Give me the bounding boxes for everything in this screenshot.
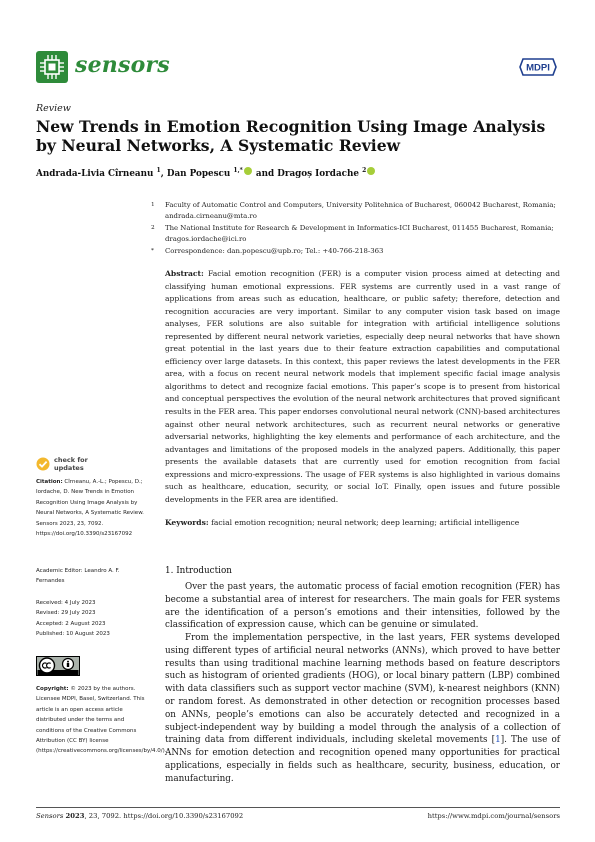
author-name[interactable]: Dan Popescu [166, 169, 231, 179]
keywords-text: facial emotion recognition; neural network; deep learning; artificial intelligence [211, 518, 520, 527]
affiliation-ref: 2 [362, 167, 367, 175]
correspondence: * Correspondence: dan.popescu@upb.ro; Tel.: +40-766-218-363 [151, 247, 384, 255]
abstract-label: Abstract: [165, 269, 204, 278]
citation-link[interactable]: 1 [495, 735, 501, 746]
footer-divider [36, 807, 560, 808]
paragraph: Over the past years, the automatic process of facial emotion recognition (FER) has become a substantial area of interest for researchers. The main goals for FER systems are the identification of a person’s emotions and their intensities, followed by the classification of expression cause, which can be genuine or simulated. [165, 582, 560, 631]
abstract [165, 268, 560, 506]
cc-by-license-icon[interactable] [36, 656, 80, 676]
abstract-text: Facial emotion recognition (FER) is a computer vision process aimed at detecting and classifying human emotional expressions. FER systems are currently used in a vast range of applications from areas such as education, healthcare, or public safety; therefore, detection and recognition accuracies are very important. Similar to any computer vision task based on image analyses, FER solutions are also suitable for integration with artificial intelligence solutions represented by different neural network varieties, especially deep neural networks that have shown great potential in the last years due to their feature extraction capabilities and computational efficiency over large datasets. In this context, this paper reviews the latest developments in the FER area, with a focus on recent neural network models that implement specific facial image analysis algorithms to detect and recognize facial emotions. This paper’s scope is to present from historical and conceptual perspectives the evolution of the neural network architectures that proved significant results in the FER area. This paper endorses convolutional neural network (CNN)-based architectures against other neural network architectures, such as recurrent neural networks or generative adversarial networks, highlighting the key elements and performance of each architecture, and the advantages and limitations of the proposed models in the analyzed papers. Additionally, this paper presents the available datasets that are currently used for emotion recognition from facial expressions and micro-expressions. The usage of FER systems is also highlighted in various domains such as healthcare, education, security, or social IoT. Finally, open issues and future possible developments in the FER area are identified. [165, 269, 560, 504]
keywords-label: Keywords: [165, 518, 209, 527]
academic-editor: Academic Editor: Leandro A. F. Fernandes [36, 568, 120, 585]
author-list: Andrada-Livia Cîrneanu $^1$, Dan Popescu $^{1,*}$ and Dragoș Iordache $^2$ [36, 167, 376, 179]
check-for-updates-link[interactable]: check for updates [54, 456, 88, 472]
orcid-icon[interactable] [244, 167, 252, 175]
affiliation-ref: 1 [156, 167, 161, 175]
affiliation-2: 2 The National Institute for Research & Development in Informatics-ICI Bucharest, 011455 Bucharest, Romania; dragos.iordache@ici.ro [151, 224, 554, 243]
journal-name[interactable]: sensors [75, 52, 170, 78]
check-for-updates-icon[interactable] [36, 456, 50, 470]
keywords [165, 517, 560, 529]
orcid-icon[interactable] [367, 167, 375, 175]
paragraph: From the implementation perspective, in the last years, FER systems developed using different types of artificial neural networks (ANNs), which proved to have better results than using traditional machine learning methods based on feature descriptors such as histogram of oriented gradients (HOG), or local binary pattern (LBP) combined with data classifiers such as support vector machine (SVM), k-nearest neighbors (KNN) or random forest. As demonstrated in other detection or recognition processes based on ANNs, people’s emotions can also be accurately detected and recognized in a subject-independent way by building a model through the analysis of a collection of training data from different individuals, including skeletal movements [1]. The use of ANNs for emotion detection and recognition opened many opportunities for practical applications, especially in fields such as healthcare, security, business, education, or manufacturing. [165, 633, 560, 784]
affiliation-ref: 1,* [233, 167, 243, 175]
author-name[interactable]: Andrada-Livia Cîrneanu [36, 169, 154, 179]
footer-journal-url[interactable]: https://www.mdpi.com/journal/sensors [427, 812, 560, 820]
footer-citation: Sensors 2023, 23, 7092. https://doi.org/10.3390/s23167092 [36, 812, 244, 820]
copyright: Copyright: © 2023 by the authors. Licensee MDPI, Basel, Switzerland. This article is an open access article distributed under the terms and conditions of the Creative Commons Attribution (CC BY) license (https://creativecommons.org/licenses/by/4.0/). [36, 686, 167, 755]
journal-logo-icon[interactable] [36, 51, 68, 83]
section-heading: 1. Introduction [165, 566, 232, 576]
publication-dates: Received: 4 July 2023 Revised: 29 July 2023 Accepted: 2 August 2023 Published: 10 August 2023 [36, 600, 110, 638]
mdpi-logo-icon[interactable] [519, 56, 557, 78]
affiliation-1: 1 Faculty of Automatic Control and Computers, University Politehnica of Bucharest, 060042 Bucharest, Romania; andrada.cirneanu@mta.ro [151, 201, 556, 220]
article-type: Review [36, 103, 71, 114]
citation: Citation: Cîrneanu, A.-L.; Popescu, D.; Iordache, D. New Trends in Emotion Recognition Using Image Analysis by Neural Networks, A Systematic Review. Sensors 2023, 23, 7092. https://doi.org/10.3390/s23167092 [36, 479, 144, 538]
svg-text:MDPI: MDPI [526, 62, 550, 74]
author-name[interactable]: Dragoș Iordache [277, 169, 360, 179]
article-title: New Trends in Emotion Recognition Using Image Analysis by Neural Networks, A Systematic Review [36, 117, 546, 155]
